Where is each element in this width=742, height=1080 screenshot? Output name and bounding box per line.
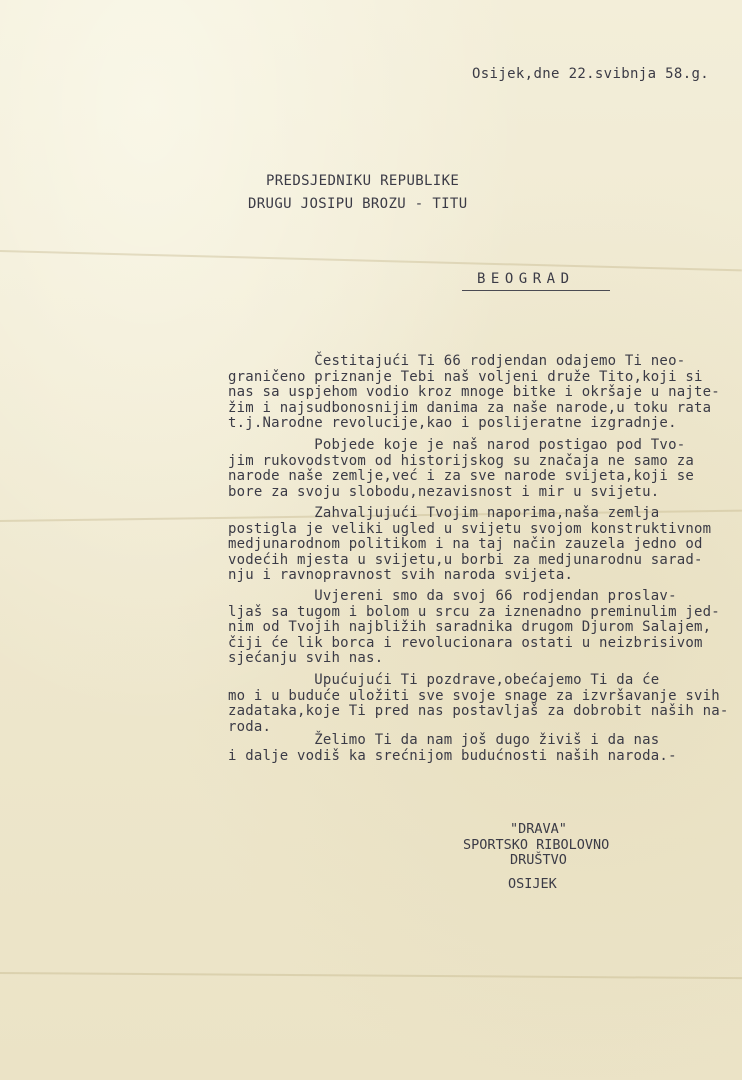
letter-date: Osijek,dne 22.svibnja 58.g. [472, 66, 710, 82]
paper-crease [0, 972, 742, 979]
signature-city: OSIJEK [508, 876, 557, 892]
signature-club-name: "DRAVA" [510, 821, 567, 837]
letter-paragraph: Upućujući Ti pozdrave,obećajemo Ti da će mo i u buduće uložiti sve svoje snage za izvršavanje svih zadataka,koje Ti pred nas postavljaš za dobrobit naših na- roda. [228, 672, 729, 735]
paper-crease [0, 250, 742, 271]
letter-paragraph: Pobjede koje je naš narod postigao pod Tvo- jim rukovodstvom od historijskog su značaja ne samo za narode naše zemlje,već i za sve narode svijeta,koji se bore za svoju slobodu,nezavisnost i mir u svijetu. [228, 437, 694, 500]
signature-society: DRUŠTVO [510, 852, 567, 868]
recipient-city: BEOGRAD [477, 271, 575, 287]
signature-club-type: SPORTSKO RIBOLOVNO [463, 837, 610, 853]
city-underline [462, 290, 610, 291]
letter-paragraph: Zahvaljujući Tvojim naporima,naša zemlja postigla je veliki ugled u svijetu svojom konstruktivnom medjunarodnom politikom i na taj način zauzela jedno od vodećih mjesta u svijetu,u borbi za medjunarodnu sarad- nju i ravnopravnost svih naroda svijeta. [228, 505, 712, 583]
recipient-name: DRUGU JOSIPU BROZU - TITU [248, 196, 468, 212]
recipient-title: PREDSJEDNIKU REPUBLIKE [266, 173, 460, 189]
letter-paragraph: Uvjereni smo da svoj 66 rodjendan proslav- ljaš sa tugom i bolom u srcu za iznenadno preminulim jed- nim od Tvojih najbližih saradnika drugom Djurom Salajem, čiji će lik borca i revolucionara ostati u neizbrisivom sjećanju svih nas. [228, 588, 720, 666]
letter-paragraph: Želimo Ti da nam još dugo živiš i da nas i dalje vodiš ka srećnijom budućnosti naših naroda.- [228, 732, 677, 764]
letter-paragraph: Čestitajući Ti 66 rodjendan odajemo Ti neo- graničeno priznanje Tebi naš voljeni druže Tito,koji si nas sa uspjehom vodio kroz mnoge bitke i okršaje u najte- žim i najsudbonosnijim danima za naše narode,u toku rata t.j.Narodne revolucije,kao i poslijeratne izgradnje. [228, 353, 720, 431]
